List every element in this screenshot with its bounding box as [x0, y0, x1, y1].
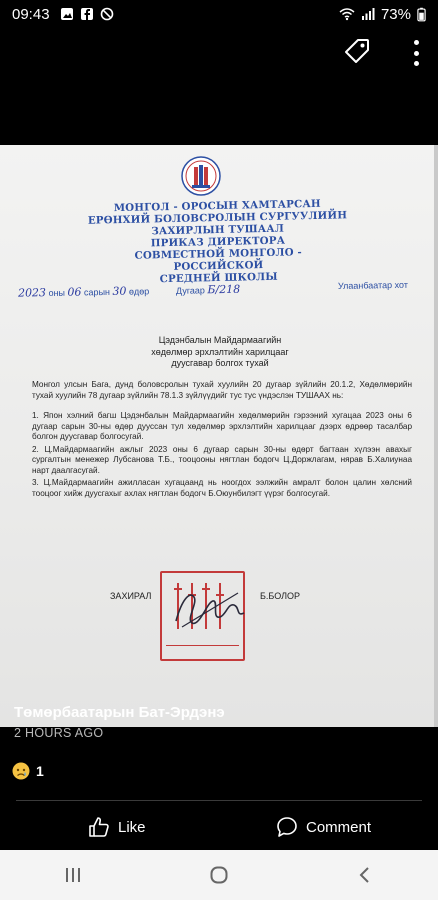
recent-apps-icon: [63, 866, 83, 884]
more-vertical-icon[interactable]: [412, 40, 420, 66]
home-button[interactable]: [204, 860, 234, 890]
status-time: 09:43: [12, 5, 50, 23]
like-button[interactable]: [88, 812, 146, 842]
document-paper: [0, 145, 438, 727]
number-label: Дугаар: [175, 285, 205, 296]
date-label: оны: [48, 287, 66, 299]
date-label: өдөр: [128, 286, 150, 297]
document-header: [87, 197, 349, 286]
document-number: [176, 283, 240, 297]
comment-button[interactable]: [276, 812, 371, 842]
post-photo[interactable]: [0, 145, 438, 727]
body-paragraph: 1. Япон хэлний багш Цэдэнбалын Майдармаагийн хөдөлмөрийн гэрээний хугацаа 2023 оны 6 дугаар сарын 30-ны өдөр дууссан тул хөдөлмөр эрхлэлтийн харилцааг дээрх өдрөөр тасалбар болгон дуусгавар болгосугай.: [32, 411, 412, 441]
header-line: ПРИКАЗ ДИРЕКТОРА: [150, 234, 286, 250]
subject-line: Цэдэнбалын Майдармаагийн: [158, 335, 282, 345]
header-line: ЕРӨНХИЙ БОЛОВСРОЛЫН СУРГУУЛИЙН: [87, 209, 348, 227]
recent-apps-button[interactable]: [58, 860, 88, 890]
like-label: Like: [118, 818, 146, 836]
signal-icon: [361, 7, 375, 21]
post-timestamp: 2 HOURS AGO: [14, 726, 104, 740]
reaction-summary[interactable]: [12, 762, 44, 780]
gallery-icon: [60, 7, 74, 21]
header-line: СРЕДНЕЙ ШКОЛЫ: [159, 270, 278, 286]
document-date-row: [18, 279, 428, 302]
date-month: 06: [67, 285, 82, 299]
subject-line: дуусгавар болгох тухай: [171, 358, 269, 368]
photo-toolbar: [318, 34, 438, 74]
tag-icon[interactable]: [342, 36, 372, 66]
signature-block: [110, 585, 410, 645]
body-paragraph: 3. Ц.Майдармаагийн ажилласан хугацаанд нь ноогдох ээлжийн амралт болон цалин хөлсний тооцоог хийж дуусгахыг ахлах нягтлан бодогч Б.Оюунбилэгт үүрэг болгосугай.: [32, 478, 412, 498]
sad-reaction-icon: [12, 762, 30, 780]
number-value: Б/218: [207, 282, 241, 297]
home-icon: [209, 865, 229, 885]
comment-icon: [276, 816, 298, 838]
body-paragraph: Монгол улсын Бага, дунд боловсролын тухай хуулийн 20 дугаар зүйлийн 20.1.2, Хөдөлмөрийн тухай хуулийн 78 дугаар зүйлийн 78.1.3 зүйлүүдийг тус тус үндэслэн ТУШААХ нь:: [32, 380, 412, 400]
header-line: МОНГОЛ - ОРОСЫН ХАМТАРСАН: [113, 197, 321, 215]
subject-line: хөдөлмөр эрхлэлтийн харилцааг: [151, 346, 289, 357]
system-nav-bar: [0, 850, 438, 900]
signature-name: Б.БОЛОР: [260, 591, 301, 601]
thumbs-up-icon: [88, 816, 110, 838]
date-day: 30: [112, 284, 127, 298]
stamp-caption: [166, 645, 239, 655]
date-year: 2023: [17, 286, 47, 300]
date-label: сарын: [83, 286, 111, 298]
battery-percent: 73%: [380, 5, 411, 23]
status-bar: [0, 0, 438, 28]
document-subject: [120, 335, 320, 370]
header-line: ЗАХИРЛЫН ТУШААЛ: [151, 222, 285, 238]
back-icon: [357, 865, 373, 885]
wifi-icon: [339, 7, 355, 21]
header-line: СОВМЕСТНОЙ МОНГОЛО - РОССИЙСКОЙ: [134, 246, 303, 273]
body-paragraph: 2. Ц.Майдармаагийн ажлыг 2023 оны 6 дугаар сарын 30-ны өдөрт багтаан хүлээн авахыг сургалтын менежер Лубсанова Т.Б., тооцооны нягтлан бодогч Ц.Доржлагам, нярав Б.Халиунаа нарт даалгасугай.: [32, 444, 412, 475]
signature-label: ЗАХИРАЛ: [110, 591, 152, 601]
reaction-count: 1: [36, 763, 44, 779]
divider: [16, 800, 422, 801]
document-date: [18, 284, 149, 299]
block-icon: [100, 7, 114, 21]
document-place: Улаанбаатар хот: [337, 279, 409, 291]
comment-label: Comment: [306, 818, 372, 836]
back-button[interactable]: [350, 860, 380, 890]
notification-icons: [60, 7, 114, 21]
handwritten-signature: [168, 579, 253, 639]
document-body: [32, 380, 412, 499]
battery-icon: [417, 7, 426, 22]
post-author[interactable]: Төмөрбаатарын Бат-Эрдэнэ: [14, 704, 225, 721]
status-right: [339, 6, 426, 23]
facebook-icon: [80, 7, 94, 21]
school-emblem-icon: [180, 155, 222, 197]
